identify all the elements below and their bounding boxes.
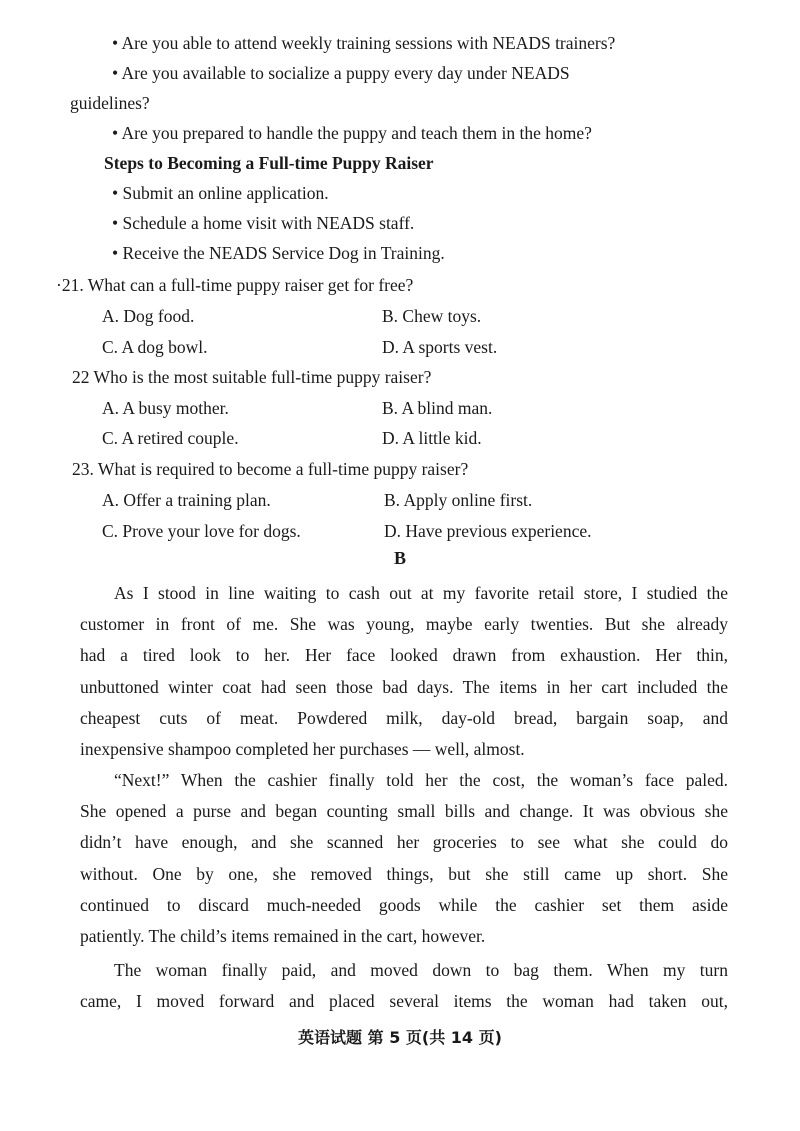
p3-line: The woman finally paid, and moved down to bag them. When my turn (114, 960, 728, 980)
q23-option-b: B. Apply online first. (384, 490, 533, 510)
p2-line: didn’t have enough, and she scanned her groceries to see what she could do (80, 832, 728, 853)
q22-option-c: C. A retired couple. (102, 428, 239, 448)
steps-heading: Steps to Becoming a Full-time Puppy Raiser (104, 153, 434, 173)
q21-option-c: C. A dog bowl. (102, 337, 208, 357)
q22-option-a: A. A busy mother. (102, 398, 229, 418)
p1-line: inexpensive shampoo completed her purchases — well, almost. (80, 739, 525, 760)
page-footer: 英语试题 第 5 页(共 14 页) (298, 1028, 502, 1047)
passage-paragraph-2 (80, 765, 728, 952)
p1-line: had a tired look to her. Her face looked drawn from exhaustion. Her thin, (80, 645, 728, 666)
bullet-socialize-puppy: • Are you available to socialize a puppy every day under NEADS (112, 63, 570, 83)
p1-line: As I stood in line waiting to cash out at my favorite retail store, I studied the (114, 583, 728, 603)
q22-option-b: B. A blind man. (382, 398, 493, 418)
p3-line: came, I moved forward and placed several items the woman had taken out, (80, 991, 728, 1012)
q23-option-d: D. Have previous experience. (384, 521, 592, 541)
passage-paragraph-1 (80, 578, 728, 765)
p1-line: unbuttoned winter coat had seen those bad days. The items in her cart included the (80, 676, 728, 697)
bullet-training-sessions: • Are you able to attend weekly training sessions with NEADS trainers? (112, 33, 616, 53)
q21-option-a: A. Dog food. (102, 306, 195, 326)
p2-line: “Next!” When the cashier finally told her the cost, the woman’s face paled. (114, 770, 728, 790)
q21-option-b: B. Chew toys. (382, 306, 482, 326)
question-22-stem: 22 Who is the most suitable full-time puppy raiser? (72, 367, 432, 387)
bullet-socialize-continued: guidelines? (70, 93, 150, 113)
p2-line: patiently. The child’s items remained in the cart, however. (80, 926, 486, 947)
question-23-stem: 23. What is required to become a full-time puppy raiser? (72, 459, 469, 479)
section-letter: B (393, 548, 406, 568)
q21-option-d: D. A sports vest. (382, 337, 498, 357)
q23-option-c: C. Prove your love for dogs. (102, 521, 301, 541)
p2-line: without. One by one, she removed things, but she still came up short. She (80, 863, 728, 884)
q22-option-d: D. A little kid. (382, 428, 482, 448)
p2-line: She opened a purse and began counting small bills and change. It was obvious she (80, 801, 728, 822)
step-submit-application: • Submit an online application. (112, 183, 329, 203)
step-schedule-visit: • Schedule a home visit with NEADS staff. (112, 213, 415, 233)
step-receive-dog: • Receive the NEADS Service Dog in Training. (112, 243, 445, 263)
p1-line: customer in front of me. She was young, maybe early twenties. But she already (80, 614, 728, 635)
bullet-handle-puppy: • Are you prepared to handle the puppy and teach them in the home? (112, 123, 592, 143)
question-21-stem: ·21. What can a full-time puppy raiser get for free? (56, 275, 414, 295)
passage-paragraph-3 (80, 955, 728, 1017)
q23-option-a: A. Offer a training plan. (102, 490, 271, 510)
p2-line: continued to discard much-needed goods while the cashier set them aside (80, 894, 728, 915)
p1-line: cheapest cuts of meat. Powdered milk, day-old bread, bargain soap, and (80, 707, 728, 728)
